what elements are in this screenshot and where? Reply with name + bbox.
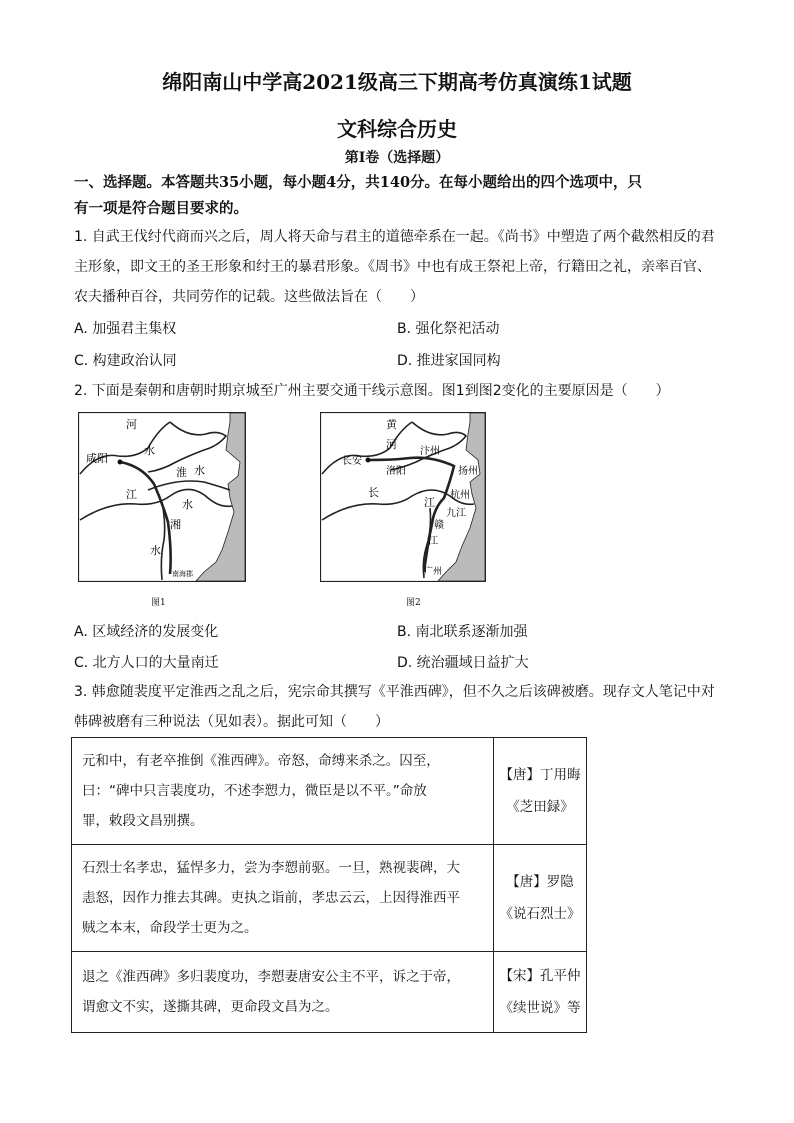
exam-title: 绵阳南山中学高2021级高三下期高考仿真演练1试题 (162, 70, 632, 94)
map-label: 江 (126, 488, 137, 501)
question-1-line: 主形象，即文王的圣王形象和纣王的暴君形象。《周书》中也有成王祭祀上帝，行籍田之礼，亲率百官、 (74, 259, 711, 275)
question-1 (74, 222, 724, 312)
map-label: 水 (194, 464, 205, 477)
question-2: 2. 下面是秦朝和唐朝时期京城至广州主要交通干线示意图。图1到图2变化的主要原因是（ ） (74, 383, 670, 399)
map-figure-1 (78, 412, 246, 582)
q1-option-b[interactable]: B. 强化祭祀活动 (397, 321, 500, 337)
map-label: 江 (428, 536, 438, 547)
cell-line: 谓愈文不实，遂撕其碑，更命段文昌为之。 (82, 999, 339, 1015)
map-label: 水 (182, 498, 193, 511)
instructions-line: 有一项是符合题目要求的。 (74, 200, 248, 217)
map-label: 九江 (446, 508, 466, 519)
map-label: 黄 (386, 418, 397, 431)
q1-option-d[interactable]: D. 推进家国同构 (397, 353, 501, 369)
table-cell-source (494, 738, 587, 845)
q2-option-b[interactable]: B. 南北联系逐渐加强 (397, 624, 528, 640)
source-author: 【宋】孔平仲 (499, 968, 581, 984)
q2-option-c[interactable]: C. 北方人口的大量南迁 (74, 655, 219, 671)
instructions (74, 170, 734, 222)
map-label: 南海郡 (172, 570, 193, 578)
question-3 (74, 677, 724, 737)
cell-line: 罪，敕段文昌别撰。 (82, 813, 204, 829)
map-label: 河 (386, 438, 397, 451)
source-author: 【唐】罗隐 (506, 874, 574, 890)
map-label: 洛阳 (386, 466, 406, 477)
map-label: 江 (424, 496, 435, 509)
map-label: 咸阳 (86, 452, 108, 465)
table-cell-text (72, 952, 494, 1033)
table-row (72, 845, 587, 952)
map-label: 汴州 (420, 446, 440, 457)
question-1-line: 农夫播种百谷，共同劳作的记载。这些做法旨在（ ） (74, 289, 424, 305)
question-3-line: 韩碑被磨有三种说法（见如表）。据此可知（ ） (74, 714, 389, 730)
q2-option-a[interactable]: A. 区域经济的发展变化 (74, 624, 219, 640)
map-label: 淮 (176, 466, 187, 479)
map-label: 长 (368, 486, 379, 499)
cell-line: 贼之本末，命段学士更为之。 (82, 920, 258, 936)
q1-option-c[interactable]: C. 构建政治认同 (74, 353, 177, 369)
map-label: 水 (144, 444, 155, 457)
capital-marker (118, 460, 123, 465)
table-cell-text (72, 738, 494, 845)
cell-line: 曰：“碑中只言裴度功，不述李愬力，微臣是以不平。”命放 (82, 783, 427, 799)
map-1-caption: 图1 (151, 598, 166, 608)
source-author: 【唐】丁用晦 (499, 767, 581, 783)
capital-marker (366, 458, 371, 463)
map-label: 广州 (424, 567, 443, 577)
map-label: 河 (126, 418, 137, 431)
table-cell-source (494, 952, 587, 1033)
instructions-line: 一、选择题。本答题共35小题，每小题4分，共140分。在每小题给出的四个选项中，只 (74, 174, 643, 191)
map-label: 水 (150, 544, 161, 557)
question-3-line: 3. 韩愈随裴度平定淮西之乱之后，宪宗命其撰写《平淮西碑》，但不久之后该碑被磨。现存文人笔记中对 (74, 684, 715, 700)
cell-line: 恚怒，因作力推去其碑。吏执之诣前，孝忠云云，上因得淮西平 (82, 890, 460, 906)
table-cell-text (72, 845, 494, 952)
cell-line: 元和中，有老卒推倒《淮西碑》。帝怒，命缚来杀之。囚至， (82, 753, 440, 769)
section-title: 第Ⅰ卷（选择题） (344, 150, 450, 166)
map-figure-2 (320, 412, 486, 582)
map-label: 杭州 (450, 490, 470, 501)
table-row (72, 738, 587, 845)
exam-subject: 文科综合历史 (337, 117, 457, 141)
table-cell-source (494, 845, 587, 952)
source-work: 《芝田録》 (506, 799, 574, 815)
map-label: 长安 (342, 456, 362, 467)
cell-line: 石烈士名孝忠，猛悍多力，尝为李愬前驱。一旦，熟视裴碑，大 (82, 860, 460, 876)
map-label: 湘 (170, 518, 181, 531)
sources-table (71, 737, 587, 1033)
map-label: 赣 (434, 520, 444, 531)
source-work: 《续世说》等 (499, 1000, 581, 1016)
source-work: 《说石烈士》 (499, 906, 581, 922)
q2-option-d[interactable]: D. 统治疆域日益扩大 (397, 655, 529, 671)
map-label: 扬州 (458, 466, 478, 477)
map-2-caption: 图2 (406, 598, 421, 608)
q1-option-a[interactable]: A. 加强君主集权 (74, 321, 177, 337)
cell-line: 退之《淮西碑》多归裴度功，李愬妻唐安公主不平，诉之于帝， (82, 969, 460, 985)
table-row (72, 952, 587, 1033)
question-1-line: 1. 自武王伐纣代商而兴之后，周人将天命与君主的道德牵系在一起。《尚书》中塑造了两个截然相反的君 (74, 229, 715, 245)
